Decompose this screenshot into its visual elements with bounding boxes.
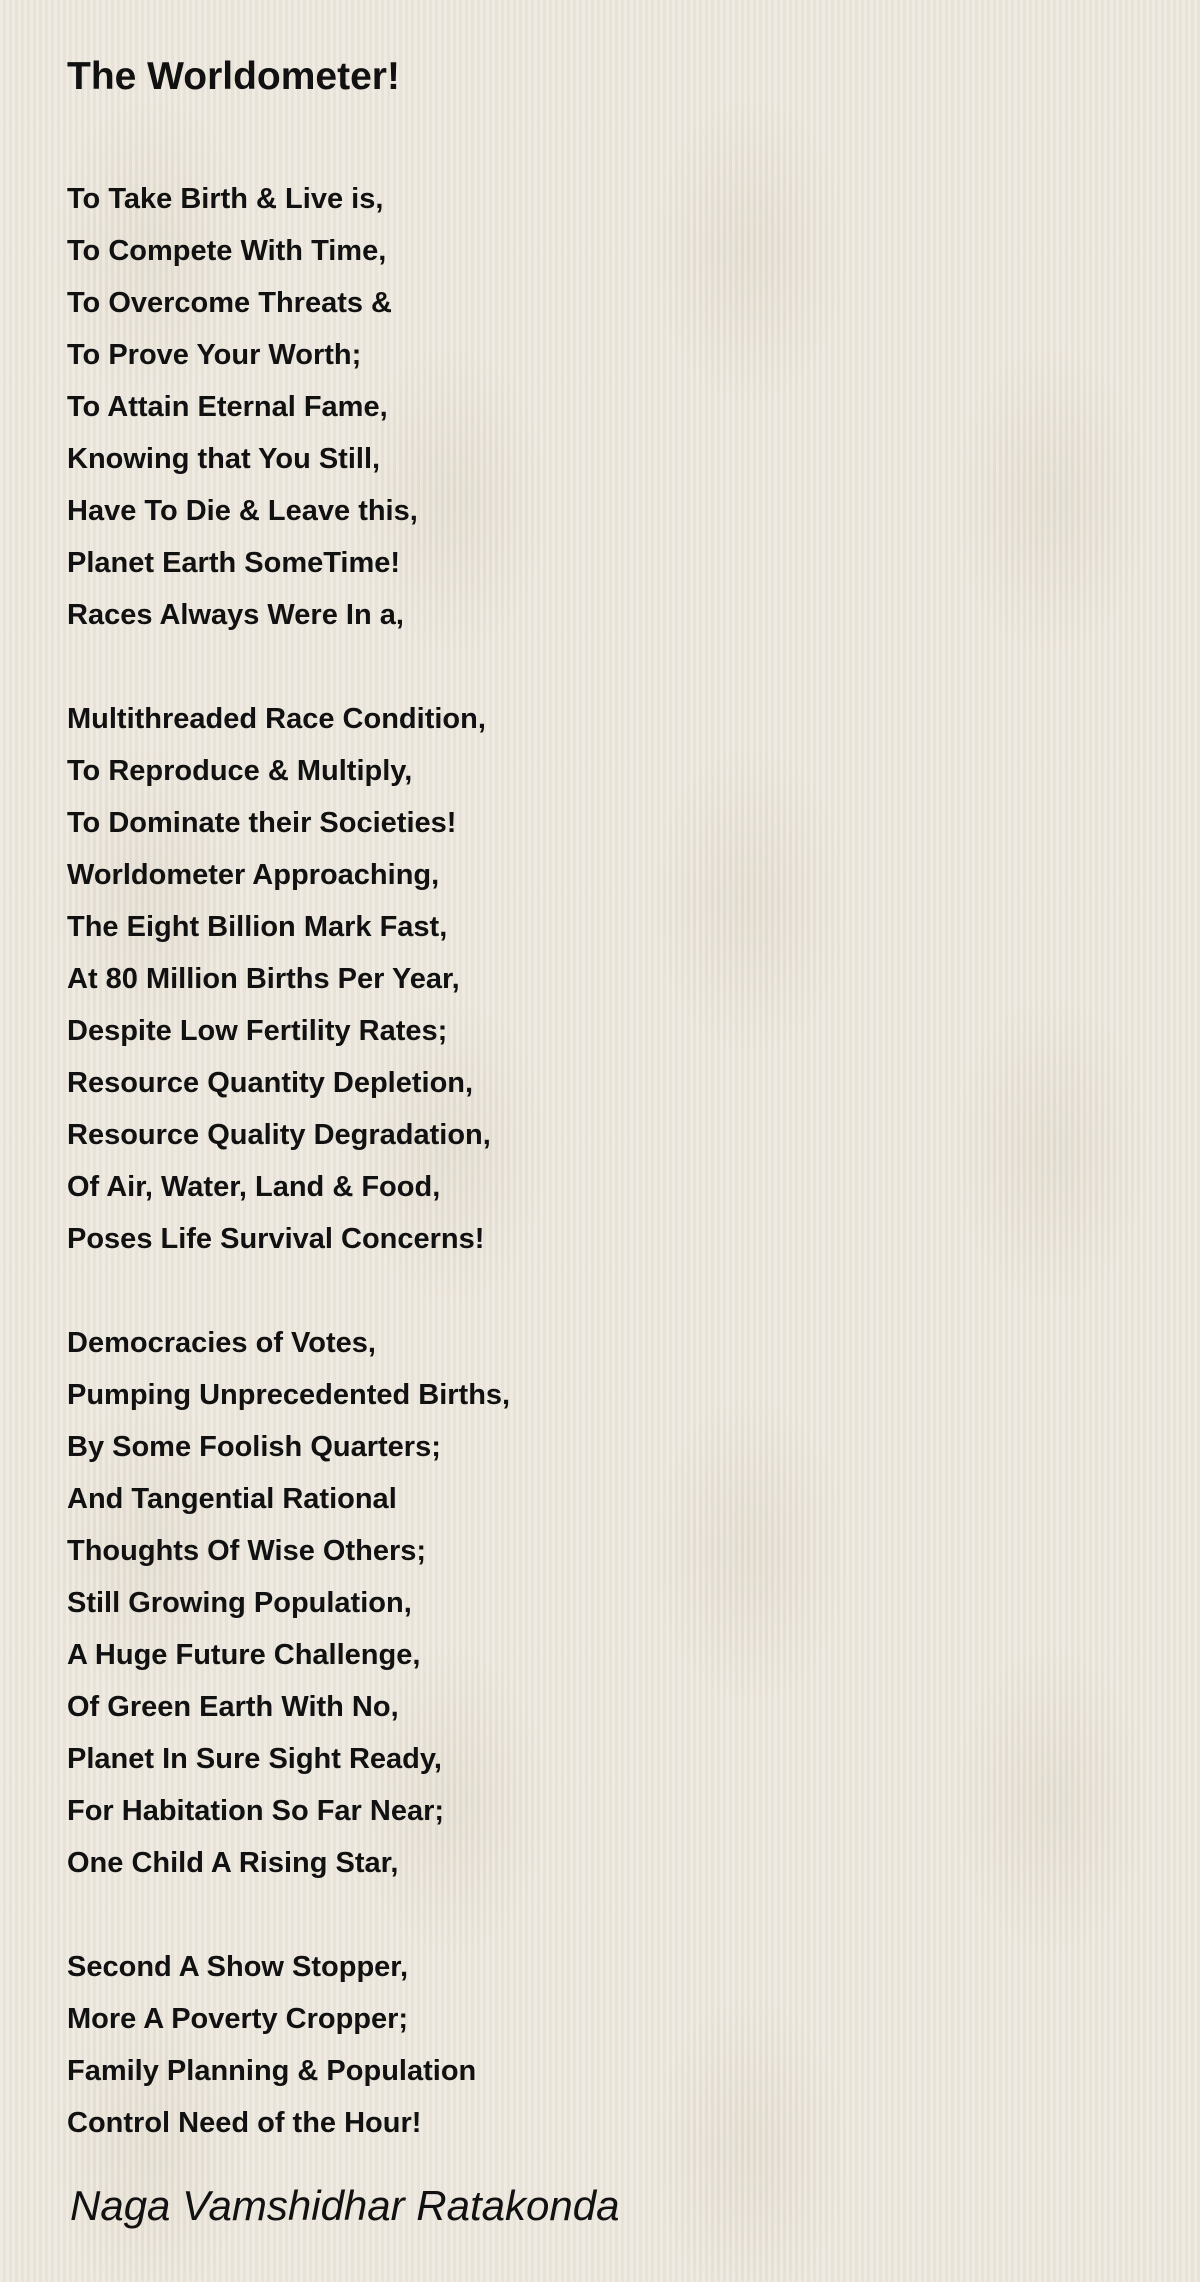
poem-line: More A Poverty Cropper; <box>67 2003 409 2035</box>
poem-line: Resource Quantity Depletion, <box>67 1067 474 1099</box>
stanza-4 <box>67 1941 1147 2149</box>
poem-line: And Tangential Rational <box>67 1483 397 1515</box>
poem-line: To Attain Eternal Fame, <box>67 391 388 423</box>
poem-line: To Reproduce & Multiply, <box>67 755 413 787</box>
poem-line: Knowing that You Still, <box>67 443 381 475</box>
poem-line: At 80 Million Births Per Year, <box>67 963 460 995</box>
poem-line: The Eight Billion Mark Fast, <box>67 911 448 943</box>
poem-line: To Take Birth & Live is, <box>67 183 384 215</box>
poem-line: Have To Die & Leave this, <box>67 495 418 527</box>
poem-line: Planet Earth SomeTime! <box>67 547 401 579</box>
poem-line: Worldometer Approaching, <box>67 859 440 891</box>
poem-line: To Dominate their Societies! <box>67 807 457 839</box>
poem-line: Resource Quality Degradation, <box>67 1119 491 1151</box>
poem-author: Naga Vamshidhar Ratakonda <box>70 2182 620 2229</box>
poem-line: Of Air, Water, Land & Food, <box>67 1171 441 1203</box>
poem-line: Of Green Earth With No, <box>67 1691 399 1723</box>
poem-line: To Prove Your Worth; <box>67 339 362 371</box>
poem-line: Second A Show Stopper, <box>67 1951 409 1983</box>
poem-line: Races Always Were In a, <box>67 599 404 631</box>
poem-line: To Compete With Time, <box>67 235 387 267</box>
stanza-2 <box>67 693 1147 1265</box>
poem-line: To Overcome Threats & <box>67 287 393 319</box>
poem-line: Democracies of Votes, <box>67 1327 376 1359</box>
stanza-1 <box>67 173 1147 641</box>
poem-line: Poses Life Survival Concerns! <box>67 1223 485 1255</box>
poem-line: Family Planning & Population <box>67 2055 477 2087</box>
poem-card <box>67 48 1147 2201</box>
poem-line: Still Growing Population, <box>67 1587 412 1619</box>
poem-line: Pumping Unprecedented Births, <box>67 1379 511 1411</box>
poem-line: One Child A Rising Star, <box>67 1847 399 1879</box>
poem-line: By Some Foolish Quarters; <box>67 1431 441 1463</box>
poem-line: Despite Low Fertility Rates; <box>67 1015 448 1047</box>
poem-title: The Worldometer! <box>67 55 400 98</box>
poem-line: Thoughts Of Wise Others; <box>67 1535 427 1567</box>
poem-line: Control Need of the Hour! <box>67 2107 422 2139</box>
poem-line: Multithreaded Race Condition, <box>67 703 486 735</box>
poem-line: A Huge Future Challenge, <box>67 1639 421 1671</box>
poem-line: For Habitation So Far Near; <box>67 1795 445 1827</box>
poem-body <box>67 173 1147 2149</box>
poem-line: Planet In Sure Sight Ready, <box>67 1743 442 1775</box>
stanza-3 <box>67 1317 1147 1889</box>
